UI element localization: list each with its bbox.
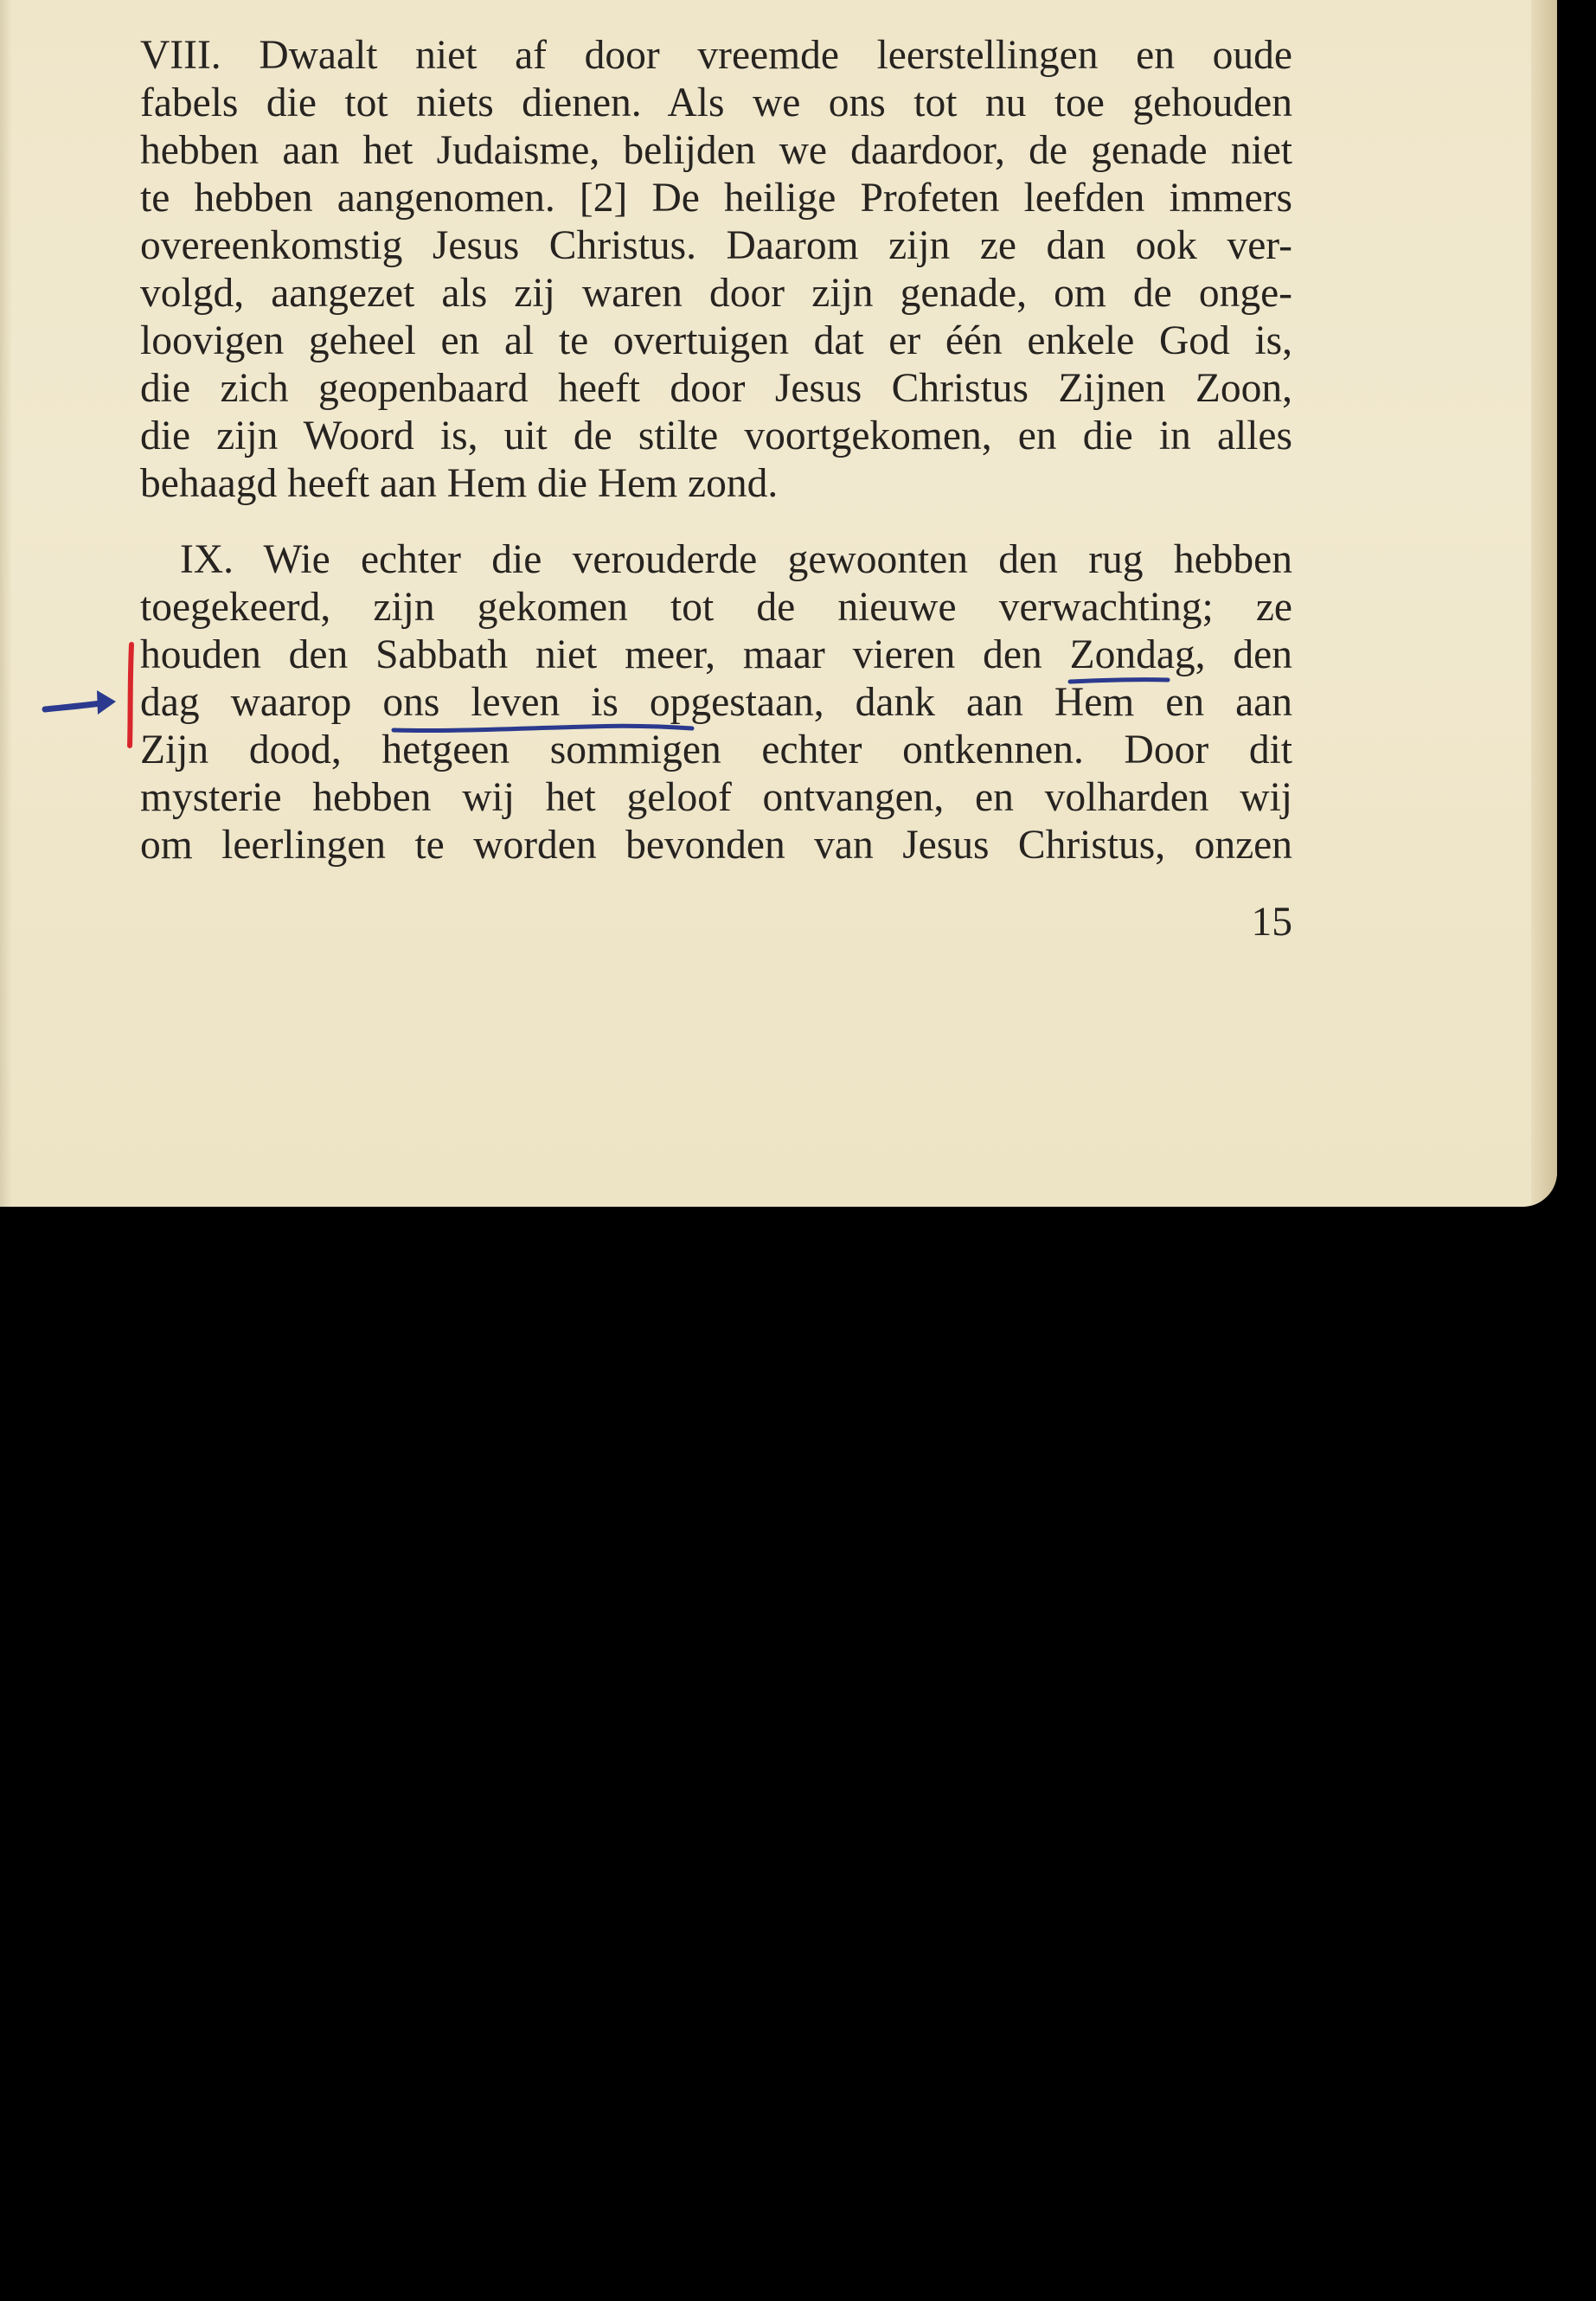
text-line: dag waarop ons leven is opgestaan, dank aan Hem en aan bbox=[140, 680, 1292, 725]
text-line: houden den Sabbath niet meer, maar vieren den Zondag, den bbox=[140, 632, 1292, 677]
margin-bar bbox=[130, 644, 131, 746]
page-gutter-shadow bbox=[0, 0, 12, 1207]
text-line: fabels die tot niets dienen. Als we ons tot nu toe gehouden bbox=[140, 80, 1292, 125]
text-line: Zijn dood, hetgeen sommigen echter ontkennen. Door dit bbox=[140, 727, 1292, 772]
text-line: VIII. Dwaalt niet af door vreemde leerstellingen en oude bbox=[140, 33, 1292, 78]
text-line: om leerlingen te worden bevonden van Jesus Christus, onzen bbox=[140, 823, 1292, 868]
text-line: mysterie hebben wij het geloof ontvangen, en volharden wij bbox=[140, 775, 1292, 820]
text-line: te hebben aangenomen. [2] De heilige Profeten leefden immers bbox=[140, 176, 1292, 221]
text-line: volgd, aangezet als zij waren door zijn genade, om de onge- bbox=[140, 271, 1292, 316]
text-line: die zich geopenbaard heeft door Jesus Christus Zijnen Zoon, bbox=[140, 366, 1292, 411]
text-line: overeenkomstig Jesus Christus. Daarom zijn ze dan ook ver- bbox=[140, 223, 1292, 268]
text-line: toegekeerd, zijn gekomen tot de nieuwe verwachting; ze bbox=[140, 585, 1292, 630]
text-line: behaagd heeft aan Hem die Hem zond. bbox=[140, 461, 779, 506]
arrow-icon bbox=[45, 690, 116, 715]
text-line: die zijn Woord is, uit de stilte voortgekomen, en die in alles bbox=[140, 413, 1292, 458]
text-line: IX. Wie echter die verouderde gewoonten den rug hebben bbox=[180, 537, 1292, 582]
text-line: loovigen geheel en al te overtuigen dat er één enkele God is, bbox=[140, 318, 1292, 363]
page-number: 15 bbox=[1251, 900, 1292, 945]
page-edge bbox=[1531, 0, 1557, 1207]
text-line: hebben aan het Judaisme, belijden we daardoor, de genade niet bbox=[140, 128, 1292, 173]
